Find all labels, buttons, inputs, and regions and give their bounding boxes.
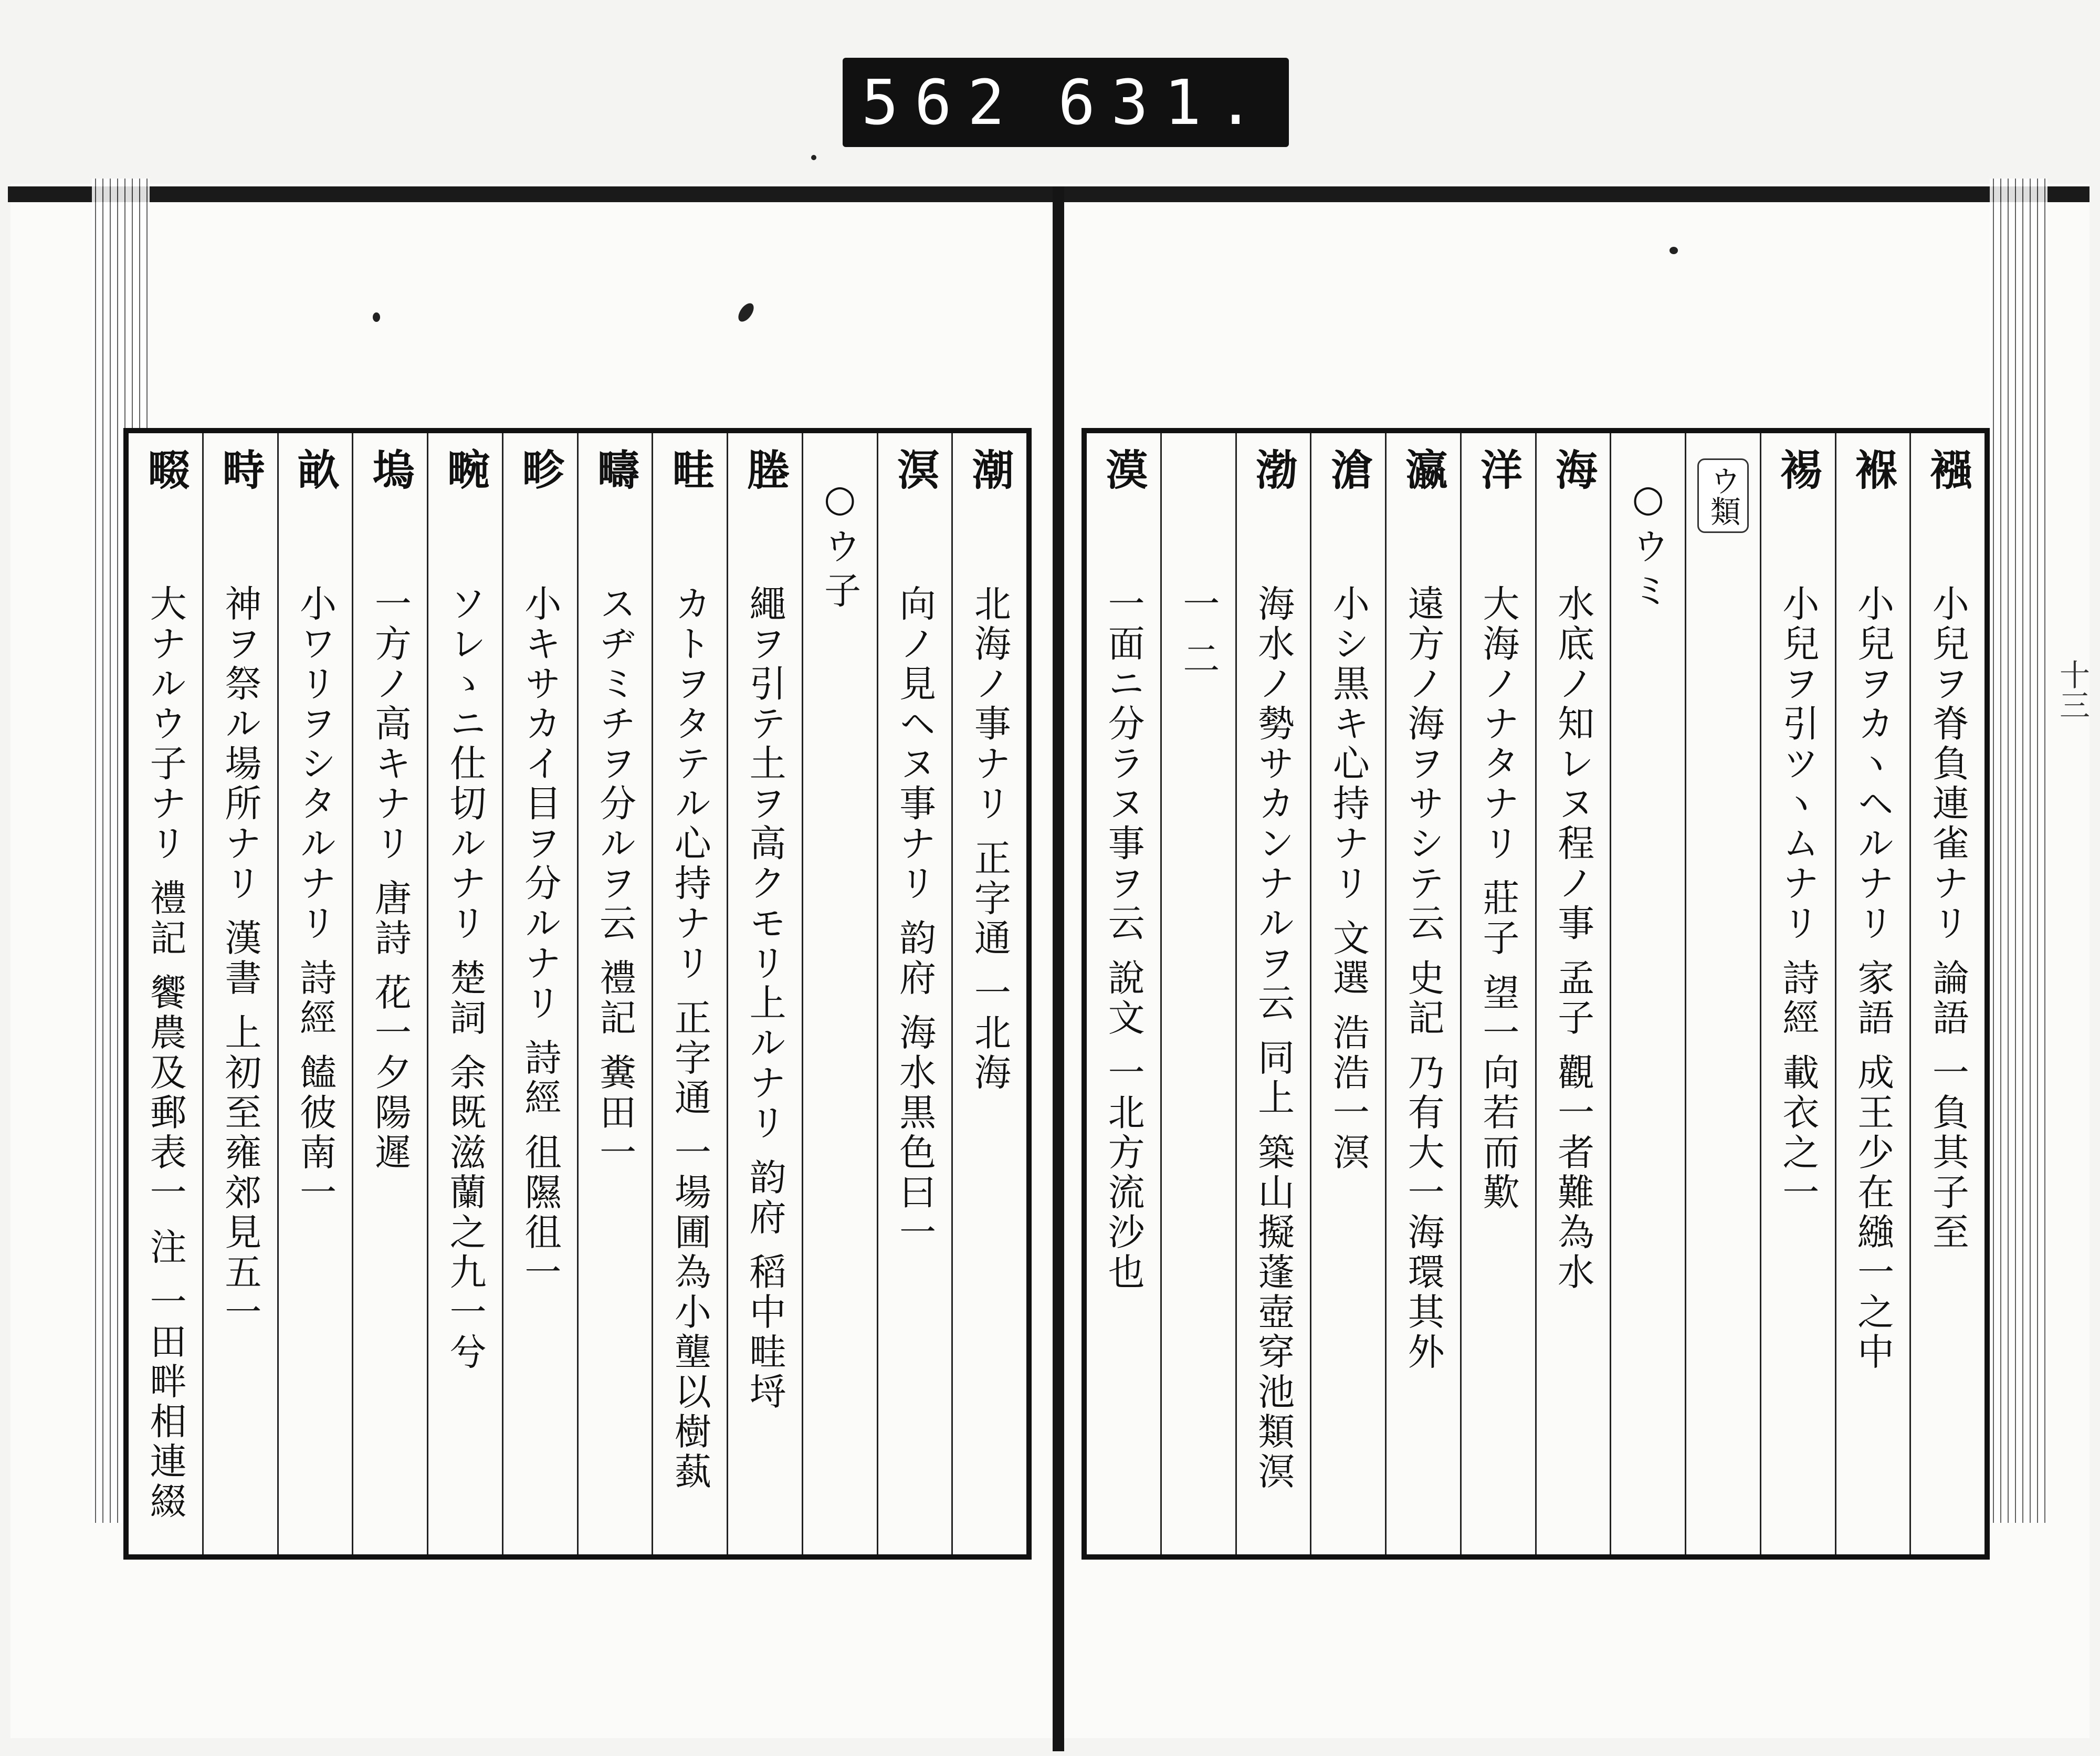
headword: 畹 [440, 448, 490, 490]
right-col-6 [1535, 433, 1610, 1554]
left-page-top-edge [8, 186, 1060, 202]
definition: 一面ニ分ラヌ事ヲ云 說文 一北方流沙也 [1102, 584, 1146, 1293]
definition: スヂミチヲ分ルヲ云 禮記 糞田一 [593, 584, 637, 1173]
headword: 渤 [1248, 448, 1298, 490]
left-col-9 [352, 433, 427, 1554]
definition: 小キサカイ目ヲ分ルナリ 詩經 徂隰徂一 [518, 584, 562, 1293]
right-page-frame [1082, 428, 1990, 1560]
headword: 滄 [1324, 448, 1373, 490]
definition: 一 二 [1177, 584, 1220, 680]
definition: 北海ノ事ナリ 正字通 一北海 [968, 584, 1012, 1093]
headword: 畤 [215, 448, 265, 490]
page-folio-number: 十三 [2054, 659, 2090, 720]
headword: 畦 [665, 448, 715, 490]
right-col-12 [1087, 433, 1160, 1554]
headword: 襁 [1923, 448, 1973, 490]
left-col-7 [502, 433, 577, 1554]
headword: 畝 [290, 448, 340, 490]
definition: 小シ黒キ心持ナリ 文選 浩浩一溟 [1327, 584, 1370, 1173]
right-col-3 [1760, 433, 1835, 1554]
section-heading: ○ウミ [1626, 477, 1670, 615]
scan-speck [1670, 247, 1678, 254]
left-col-5 [652, 433, 727, 1554]
category-badge: ウ類 [1697, 458, 1749, 533]
right-col-8 [1385, 433, 1460, 1554]
right-page-top-edge [1060, 186, 2090, 202]
definition: カトヲタテル心持ナリ 正字通 一場圃為小壟以樹蓺 [668, 584, 712, 1492]
left-col-6 [577, 433, 652, 1554]
left-col-3 [802, 433, 877, 1554]
headword: 裼 [1773, 448, 1823, 490]
definition: 向ノ見ヘヌ事ナリ 韵府 海水黒色曰一 [893, 584, 937, 1253]
headword: 洋 [1473, 448, 1523, 490]
section-heading: ○ウ子 [818, 477, 862, 615]
left-col-2 [877, 433, 952, 1554]
definition: 大海ノナタナリ 莊子 望一向若而歎 [1476, 584, 1520, 1213]
label-number-right: 631. [1058, 66, 1270, 139]
headword: 塢 [365, 448, 415, 490]
left-col-8 [427, 433, 502, 1554]
label-number-left: 562 [861, 66, 1021, 139]
book-spine [1053, 186, 1064, 1751]
definition: 水底ノ知レヌ程ノ事 孟子 觀一者難為水 [1551, 584, 1595, 1293]
left-col-12 [129, 433, 202, 1554]
definition: 遠方ノ海ヲサシテ云 史記 乃有大一海環其外 [1402, 584, 1445, 1373]
left-col-11 [202, 433, 277, 1554]
headword: 溟 [890, 448, 940, 490]
headword: 海 [1548, 448, 1598, 490]
definition: 小ワリヲシタルナリ 詩經 饁彼南一 [293, 584, 337, 1213]
headword: 褓 [1848, 448, 1898, 490]
scan-speck [811, 155, 816, 160]
headword: 瀛 [1398, 448, 1448, 490]
definition: 海水ノ勢サカンナルヲ云 同上 築山擬蓬壺穿池類溟 [1252, 584, 1295, 1492]
right-col-10 [1235, 433, 1310, 1554]
left-col-10 [277, 433, 352, 1554]
headword: 疇 [590, 448, 640, 490]
right-col-4 [1685, 433, 1760, 1554]
right-col-9 [1310, 433, 1385, 1554]
definition: ソレゝニ仕切ルナリ 楚詞 余既滋蘭之九一兮 [444, 584, 487, 1373]
archive-label-plate [843, 58, 1289, 147]
right-col-2 [1835, 433, 1910, 1554]
definition: 小兒ヲ引ツヽムナリ 詩經 載衣之一 [1776, 584, 1820, 1213]
right-col-1 [1909, 433, 1984, 1554]
headword: 塍 [740, 448, 790, 490]
right-col-7 [1460, 433, 1535, 1554]
headword: 潮 [965, 448, 1015, 490]
left-page-frame [123, 428, 1032, 1560]
headword: 畛 [515, 448, 565, 490]
right-col-11 [1160, 433, 1235, 1554]
scan-speck [373, 312, 380, 322]
definition: 一方ノ高キナリ 唐詩 花一夕陽遲 [369, 584, 412, 1173]
definition: 小兒ヲカヽヘルナリ 家語 成王少在繈一之中 [1851, 584, 1895, 1373]
right-fore-edge [1990, 179, 2048, 1523]
left-col-1 [951, 433, 1026, 1554]
headword: 漠 [1098, 448, 1148, 490]
definition: 繩ヲ引テ土ヲ高クモリ上ルナリ 韵府 稻中畦埒 [743, 584, 787, 1413]
definition: 大ナルウ子ナリ 禮記 饗農及郵表一 注 一田畔相連綴 [144, 584, 187, 1522]
right-col-5 [1610, 433, 1685, 1554]
headword: 畷 [140, 448, 190, 490]
left-col-4 [727, 433, 802, 1554]
definition: 神ヲ祭ル場所ナリ 漢書 上初至雍郊見五一 [218, 584, 262, 1333]
definition: 小兒ヲ脊負連雀ナリ 論語 一負其子至 [1926, 584, 1970, 1253]
